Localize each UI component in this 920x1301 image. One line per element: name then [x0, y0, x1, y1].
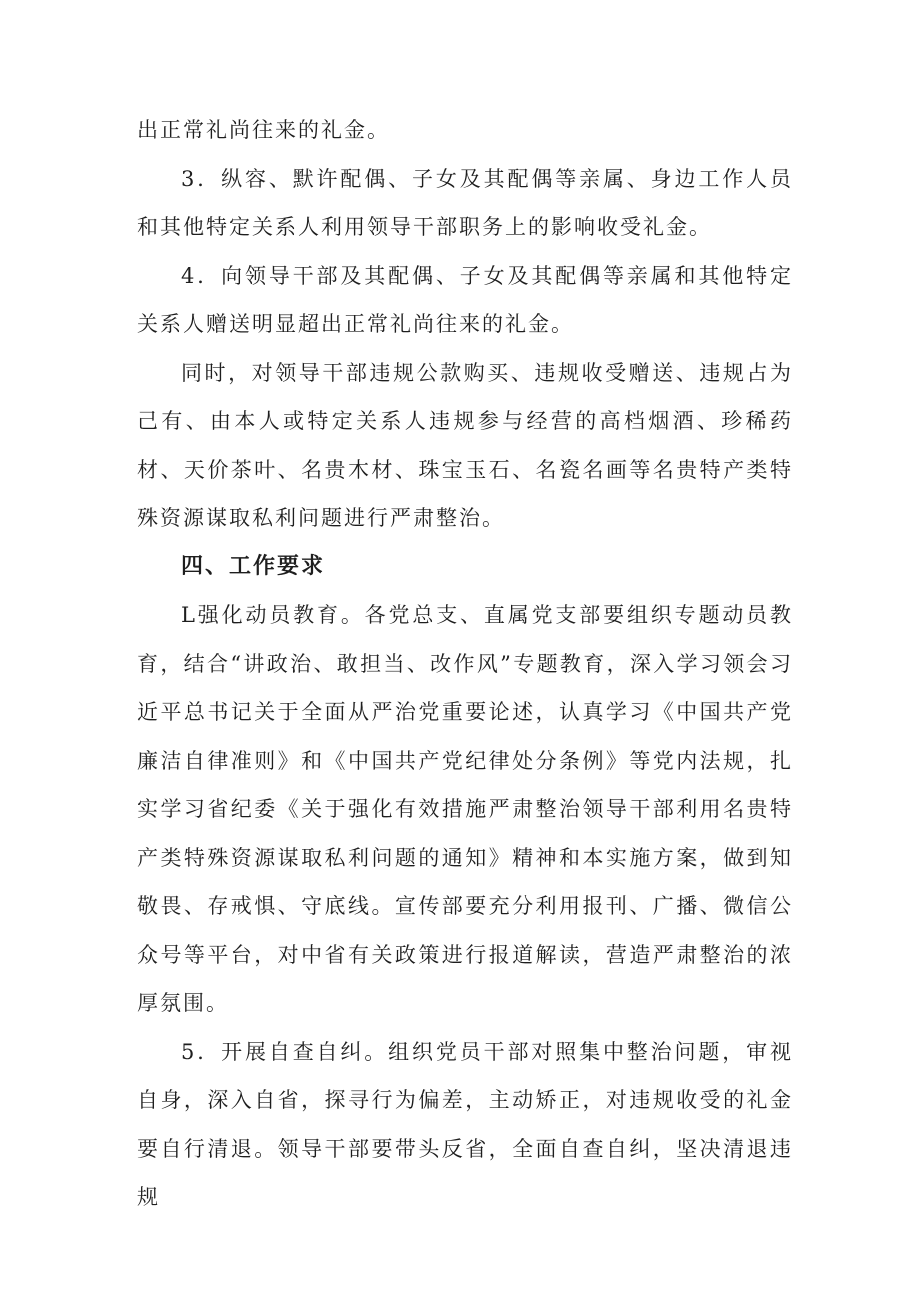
section-heading: 四、工作要求 — [181, 553, 326, 579]
paragraph-item-5: 5．开展自查自纠。组织党员干部对照集中整治问题，审视自身，深入自省，探寻行为偏差，主动矫正，对违规收受的礼金要自行清退。领导干部要带头反省，全面自查自纠，坚决清退违规 — [137, 1039, 793, 1209]
paragraph-meanwhile: 同时，对领导干部违规公款购买、违规收受赠送、违规占为己有、由本人或特定关系人违规参与经营的高档烟酒、珍稀药材、天价茶叶、名贵木材、珠宝玉石、名瓷名画等名贵特产类特殊资源谋取私利问题进行严肃整治。 — [137, 360, 793, 530]
paragraph-item-4: 4．向领导干部及其配偶、子女及其配偶等亲属和其他特定关系人赠送明显超出正常礼尚往来的礼金。 — [137, 263, 793, 336]
document-body — [137, 106, 793, 1222]
paragraph-item-1: L强化动员教育。各党总支、直属党支部要组织专题动员教育，结合“讲政治、敢担当、改作风”专题教育，深入学习领会习近平总书记关于全面从严治党重要论述，认真学习《中国共产党廉洁自律准则》和《中国共产党纪律处分条例》等党内法规，扎实学习省纪委《关于强化有效措施严肃整治领导干部利用名贵特产类特殊资源谋取私利问题的通知》精神和本实施方案，做到知敬畏、存戒惧、守底线。宣传部要充分利用报刊、广播、微信公众号等平台，对中省有关政策进行报道解读，营造严肃整治的浓厚氛围。 — [137, 603, 793, 1015]
paragraph-item-3: 3．纵容、默许配偶、子女及其配偶等亲属、身边工作人员和其他特定关系人利用领导干部职务上的影响收受礼金。 — [137, 166, 793, 239]
paragraph-continuation: 出正常礼尚往来的礼金。 — [137, 118, 390, 142]
